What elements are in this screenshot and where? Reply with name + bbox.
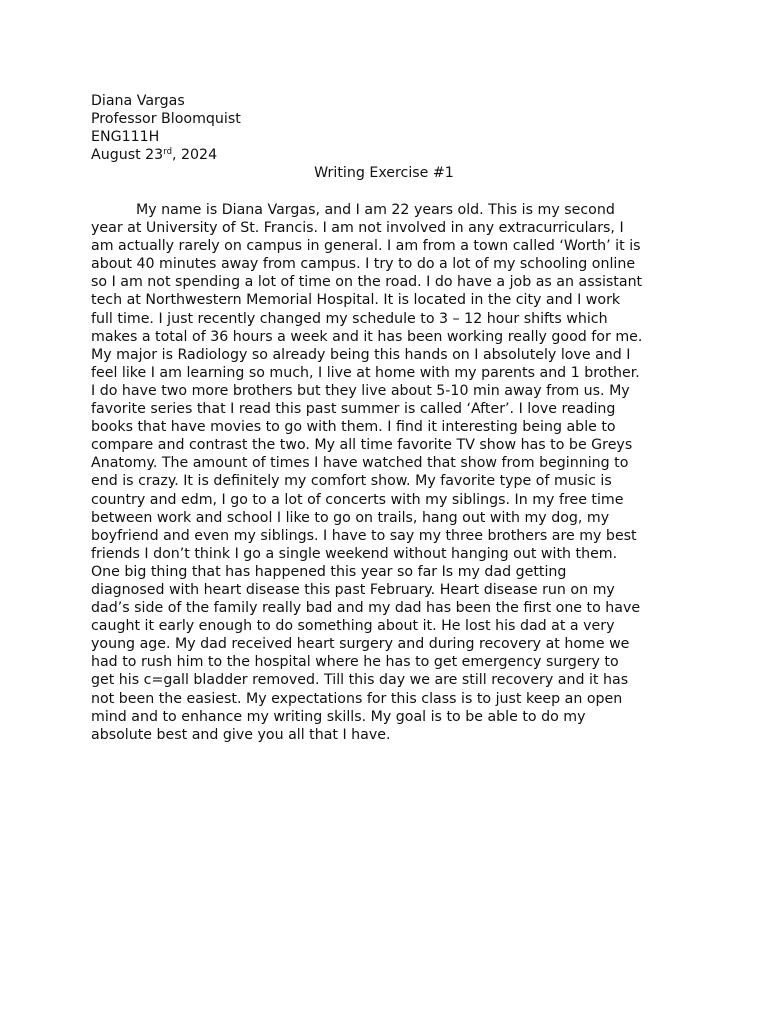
author-name: Diana Vargas xyxy=(91,93,185,109)
body-line: full time. I just recently changed my schedule to 3 – 12 hour shifts which xyxy=(91,310,608,327)
body-line: Anatomy. The amount of times I have watched that show from beginning to xyxy=(91,455,629,472)
body-line: feel like I am learning so much, I live at home with my parents and 1 brother. xyxy=(91,364,640,381)
document-heading xyxy=(91,92,691,164)
body-line: friends I don’t think I go a single weekend without hanging out with them. xyxy=(91,545,618,562)
professor-name: Professor Bloomquist xyxy=(91,111,241,128)
body-paragraph xyxy=(91,201,691,744)
body-line: makes a total of 36 hours a week and it has been working really good for me. xyxy=(91,328,643,345)
body-line: had to rush him to the hospital where he has to get emergency surgery to xyxy=(91,654,619,671)
body-line: am actually rarely on campus in general. I am from a town called ‘Worth’ it is xyxy=(91,238,641,255)
body-line: compare and contrast the two. My all time favorite TV show has to be Greys xyxy=(91,437,633,454)
body-line: between work and school I like to go on trails, hang out with my dog, my xyxy=(91,509,610,526)
body-line: dad’s side of the family really bad and my dad has been the first one to have xyxy=(91,600,641,617)
date-superscript: rd xyxy=(163,147,172,158)
body-line: My major is Radiology so already being this hands on I absolutely love and I xyxy=(91,346,631,363)
body-line: books that have movies to go with them. I find it interesting being able to xyxy=(91,419,616,436)
body-line: diagnosed with heart disease this past February. Heart disease run on my xyxy=(91,581,615,598)
date-prefix: August 23 xyxy=(91,147,164,164)
body-line: country and edm, I go to a lot of concerts with my siblings. In my free time xyxy=(91,491,624,508)
body-line: absolute best and give you all that I have. xyxy=(91,726,391,743)
body-line: tech at Northwestern Memorial Hospital. It is located in the city and I work xyxy=(91,292,621,309)
body-line: year at University of St. Francis. I am not involved in any extracurriculars, I xyxy=(91,220,624,237)
document-title: Writing Exercise #1 xyxy=(314,165,454,181)
course-code: ENG111H xyxy=(91,129,160,146)
body-line: My name is Diana Vargas, and I am 22 years old. This is my second xyxy=(136,202,615,218)
body-line: get his c=gall bladder removed. Till this day we are still recovery and it has xyxy=(91,672,629,689)
body-line: not been the easiest. My expectations for this class is to just keep an open xyxy=(91,690,623,707)
date-suffix: , 2024 xyxy=(171,147,218,164)
body-line: caught it early enough to do something about it. He lost his dad at a very xyxy=(91,618,615,635)
body-line: young age. My dad received heart surgery and during recovery at home we xyxy=(91,636,630,653)
body-line: about 40 minutes away from campus. I try to do a lot of my schooling online xyxy=(91,256,636,273)
body-line: boyfriend and even my siblings. I have to say my three brothers are my best xyxy=(91,527,637,544)
date-line xyxy=(91,146,691,164)
body-line: I do have two more brothers but they live about 5-10 min away from us. My xyxy=(91,382,630,399)
body-line: end is crazy. It is definitely my comfort show. My favorite type of music is xyxy=(91,473,612,490)
body-line: favorite series that I read this past summer is called ‘After’. I love reading xyxy=(91,401,616,418)
body-line: One big thing that has happened this year so far Is my dad getting xyxy=(91,563,567,580)
body-line: so I am not spending a lot of time on the road. I do have a job as an assistant xyxy=(91,274,643,291)
body-line: mind and to enhance my writing skills. My goal is to be able to do my xyxy=(91,708,586,725)
